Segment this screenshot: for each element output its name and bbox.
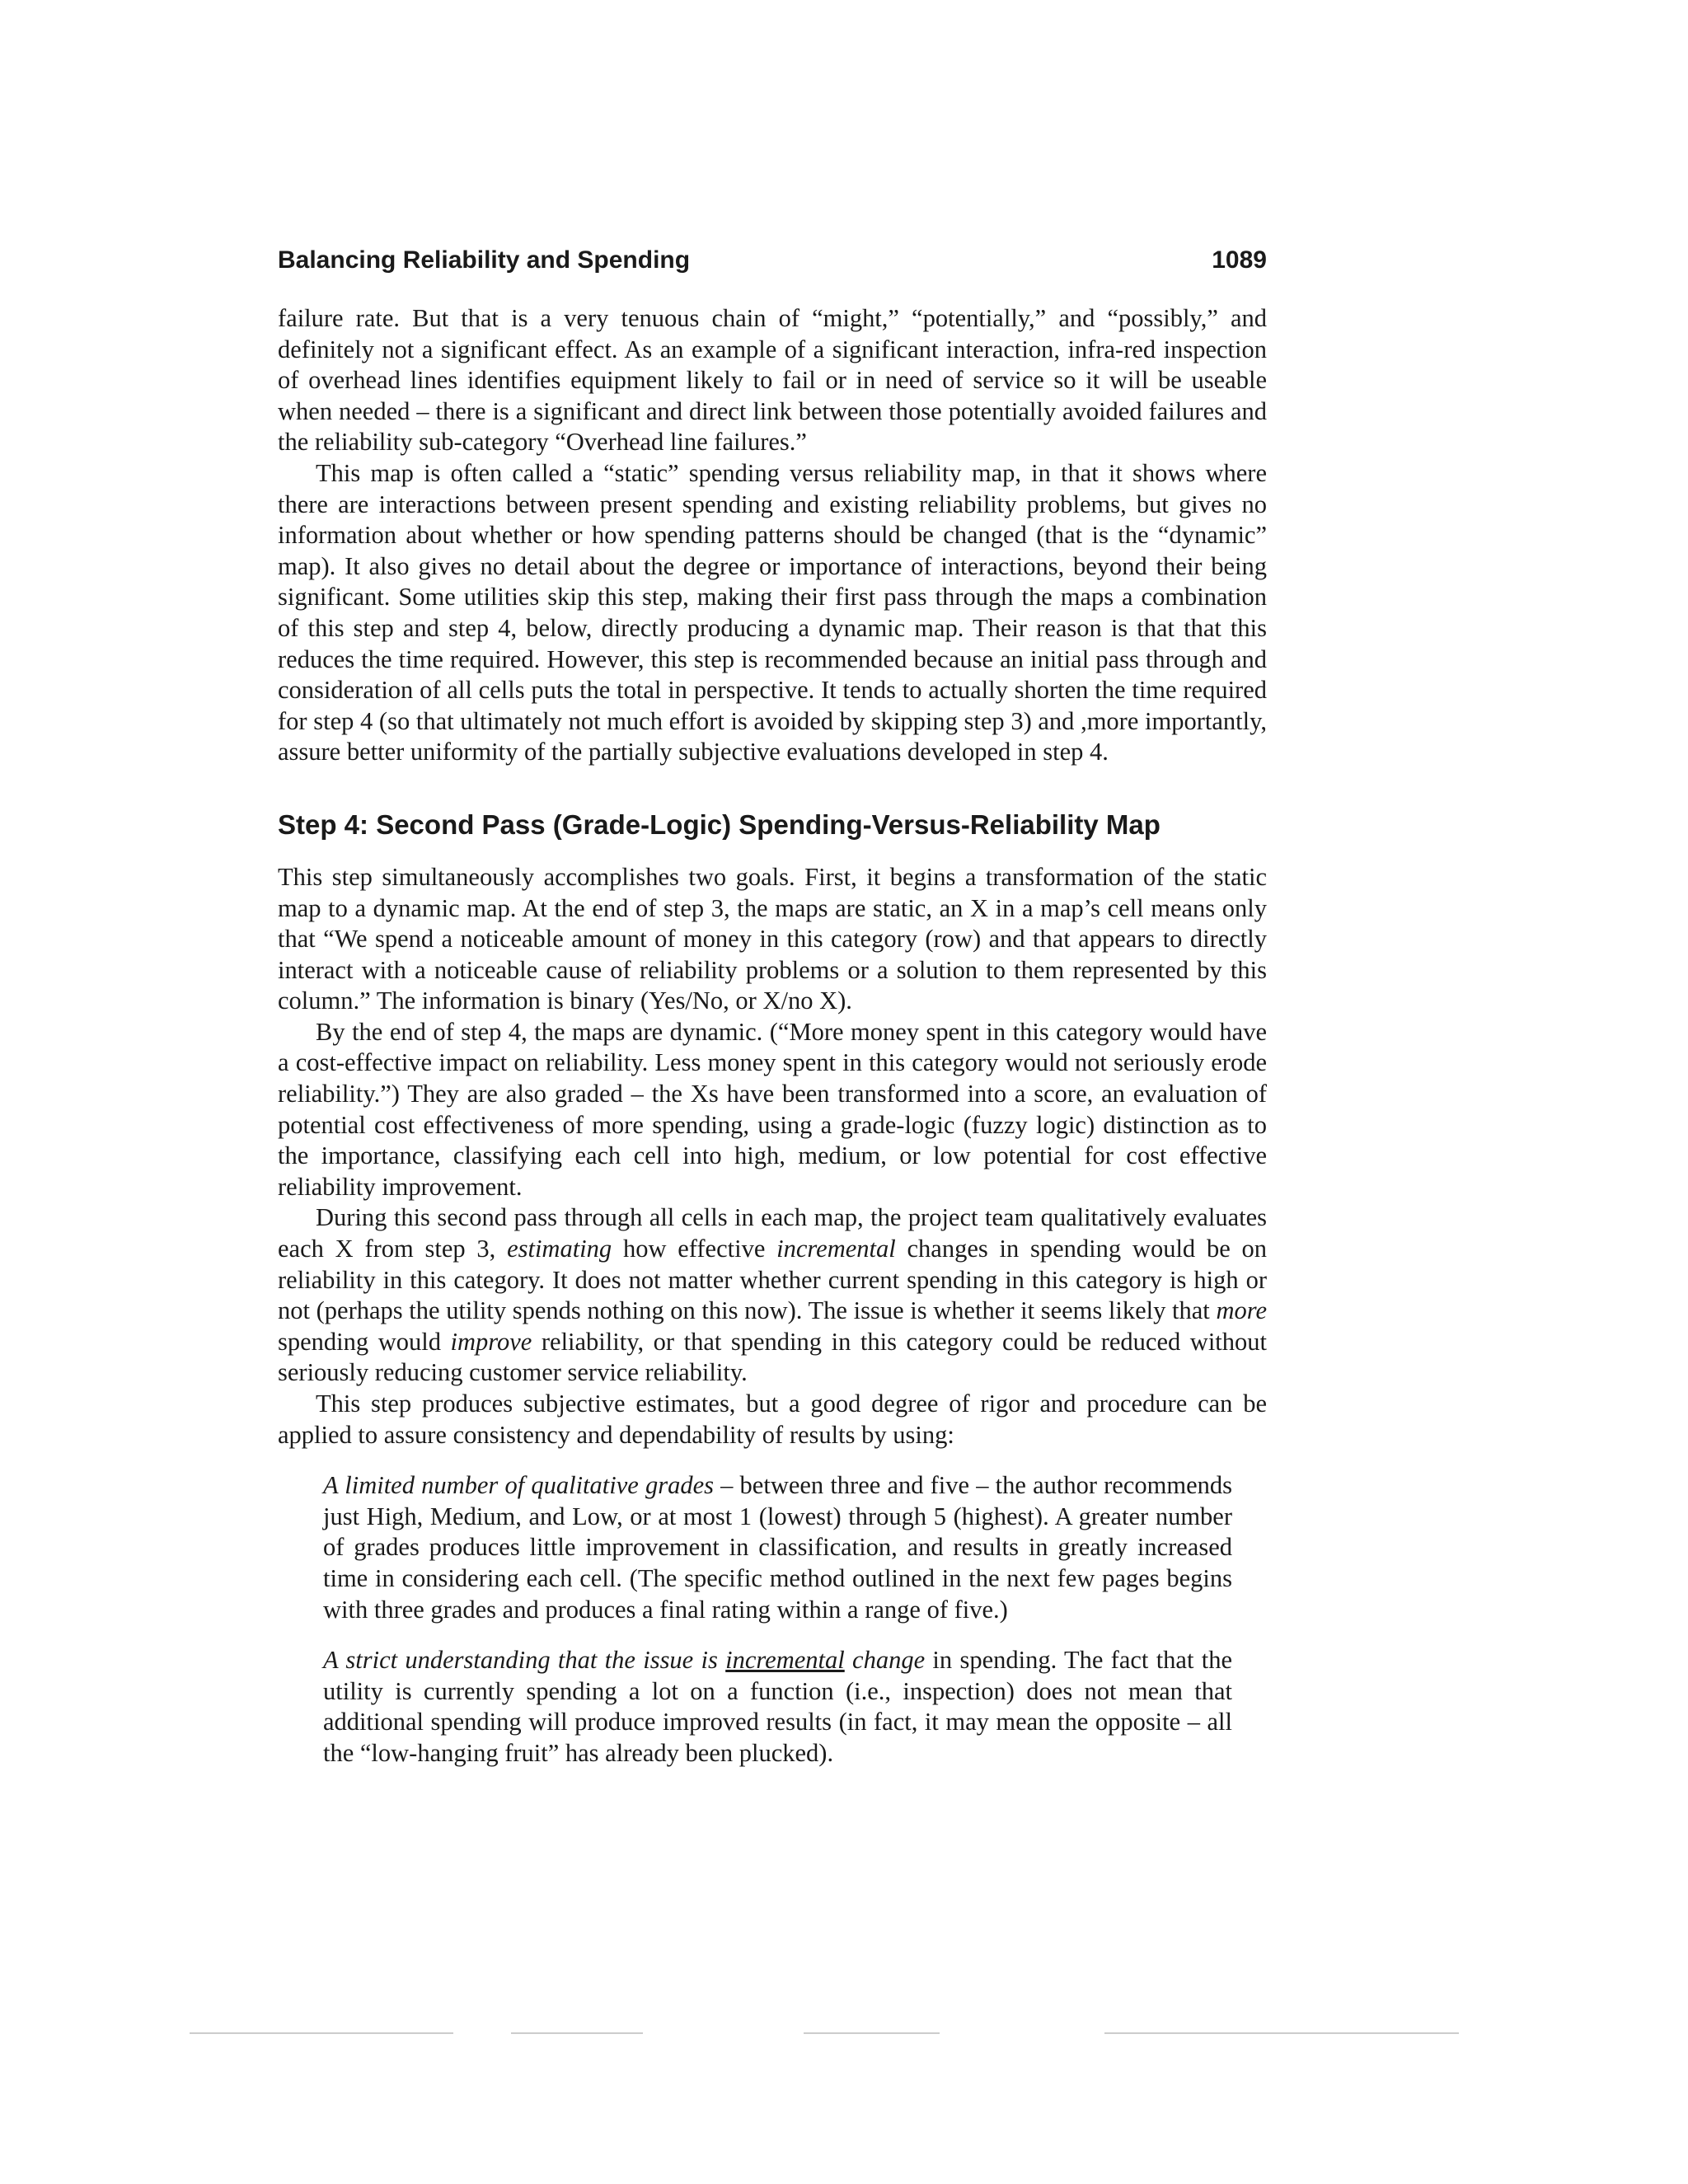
paragraph-subjective-estimates: This step produces subjective estimates, but a good degree of rigor and procedure can be applied to assure consistency and dependability of results by using: — [278, 1390, 1267, 1449]
scan-artifact-line — [1104, 2032, 1459, 2034]
text-run: changes in spending would be on reliability in this category. It does not matter whether current spending in this category is high or not (perhaps the utility spends nothing on this now). The issue is whether it seems likely that — [278, 1235, 1268, 1325]
scan-artifact-line — [804, 2032, 940, 2034]
text-run: During this second pass through all cells in each map, the project team qualitatively evaluates each X from step 3, — [278, 1203, 1267, 1263]
running-title: Balancing Reliability and Spending — [278, 246, 691, 274]
list-item-text: in spending. The fact that the utility is currently spending a lot on a function (i.e., inspection) does not mean that additional spending will produce improved results (in fact, it may mean the opposite – all the “low-hanging fruit” has already been plucked). — [323, 1646, 1232, 1767]
list-item-text: – between three and five – the author recommends just High, Medium, and Low, or at most 1 (lowest) through 5 (highest). A greater number of grades produces little improvement in classification, and results in greatly increased time in considering each cell. (The specific method outlined in the next few pages begins with three grades and produces a final rating within a range of five.) — [323, 1471, 1232, 1624]
paragraph-dynamic-maps: By the end of step 4, the maps are dynamic. (“More money spent in this category would have a cost-effective impact on reliability. Less money spent in this category would not seriously erode reliability.”) They are also graded – the Xs have been transformed into a score, an evaluation of potential cost effectiveness of more spending, using a grade-logic (fuzzy logic) distinction as to the importance, classifying each cell into high, medium, or low potential for cost effective reliability improvement. — [278, 1017, 1267, 1201]
paragraph-step-4-intro: This step simultaneously accomplishes two goals. First, it begins a transformation of the static map to a dynamic map. At the end of step 3, the maps are static, an X in a map’s cell means only that “We spend a noticeable amount of money in this category (row) and that appears to directly interact with a noticeable cause of reliability problems or a solution to them represented by this column.” The information is binary (Yes/No, or X/no X). — [278, 862, 1267, 1015]
list-item-lead: A limited number of qualitative grades — [323, 1471, 714, 1500]
paragraph-static-map: This map is often called a “static” spending versus reliability map, in that it shows where there are interactions between present spending and existing reliability problems, but gives no information about whether or how spending patterns should be changed (that is the “dynamic” map). It also gives no detail about the degree or importance of interactions, beyond their being significant. Some utilities skip this step, making their first pass through the maps a combination of this step and step 4, below, directly producing a dynamic map. Their reason is that that this reduces the time required. However, this step is recommended because an initial pass through and consideration of all cells puts the total in perspective. It tends to actually shorten the time required for step 4 (so that ultimately not much effort is avoided by skipping step 3) and ,more importantly, assure better uniformity of the partially subjective evaluations developed in step 4. — [278, 458, 1267, 766]
scan-artifact-line — [511, 2032, 643, 2034]
emphasis-incremental-underlined: incremental — [725, 1646, 845, 1675]
page-body — [278, 303, 1267, 1769]
emphasis-more: more — [1216, 1296, 1267, 1325]
section-heading-step-4: Step 4: Second Pass (Grade-Logic) Spending-Versus-Reliability Map — [278, 808, 1160, 840]
emphasis-improve: improve — [450, 1327, 532, 1356]
text-run: how effective — [612, 1235, 777, 1263]
list-item-lead: A strict understanding that the issue is — [323, 1646, 726, 1675]
text-run: spending would — [278, 1327, 451, 1356]
scan-artifact-line — [190, 2032, 453, 2034]
list-item-qualitative-grades — [323, 1470, 1232, 1625]
emphasis-incremental: incremental — [776, 1235, 896, 1263]
paragraph-continued: failure rate. But that is a very tenuous chain of “might,” “potentially,” and “possibly,” and definitely not a significant effect. As an example of a significant interaction, infra-red inspection of overhead lines identifies equipment likely to fail or in need of service so it will be useable when needed – there is a significant and direct link between those potentially avoided failures and the reliability sub-category “Overhead line failures.” — [278, 304, 1267, 457]
emphasis-estimating: estimating — [507, 1235, 612, 1263]
page-number: 1089 — [1212, 246, 1267, 274]
list-item-lead: change — [844, 1646, 926, 1675]
paragraph-second-pass — [278, 1202, 1267, 1389]
list-item-incremental-change — [323, 1645, 1232, 1769]
text-run: reliability, or that spending in this category could be reduced without seriously reducing customer service reliability. — [278, 1327, 1267, 1387]
